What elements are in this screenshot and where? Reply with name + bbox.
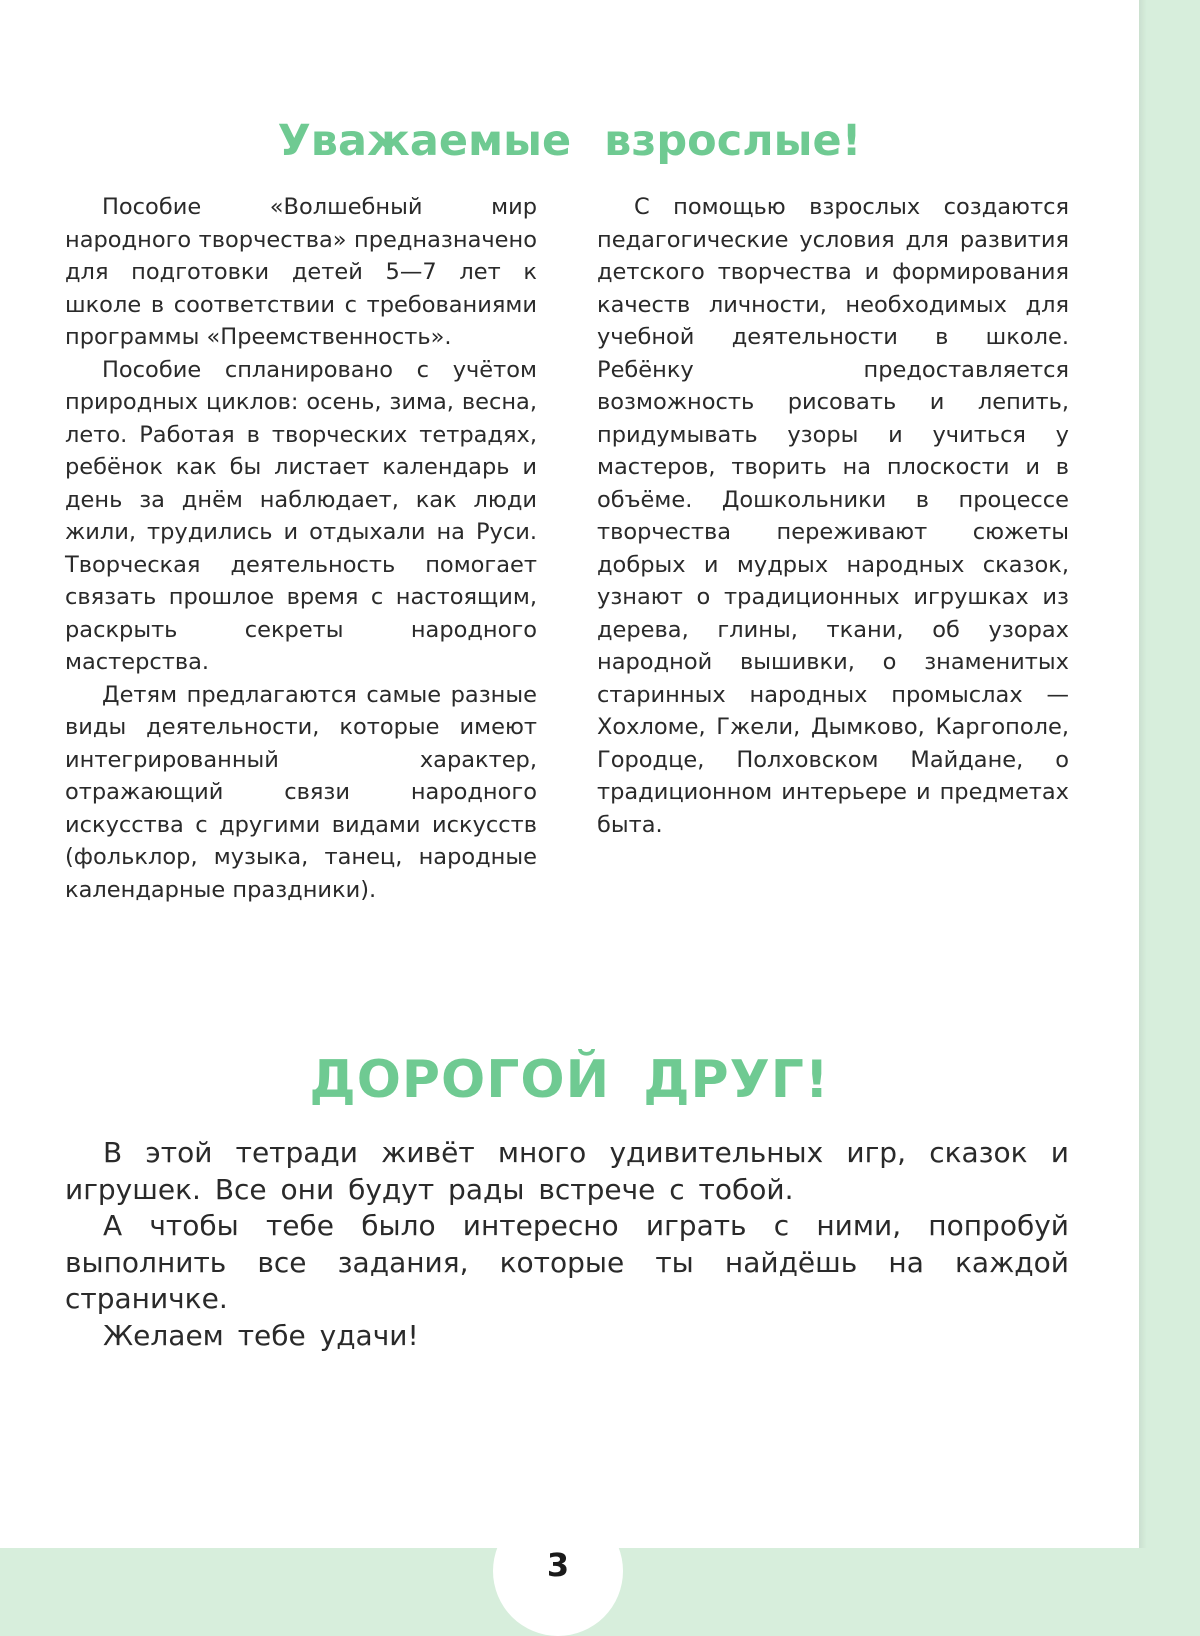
page-number: 3 <box>546 1546 570 1584</box>
friend-paragraph-1: В этой тетради живёт много удивительных игр, сказок и игрушек. Все они будут рады встрече с тобой. <box>65 1136 1069 1206</box>
adults-paragraph-1: Пособие «Волшебный мир народного творчества» предназначено для подготовки детей 5—7 лет к школе в соответствии с требованиями программы «Преемственность». <box>65 194 537 350</box>
adults-right-column <box>597 191 1069 841</box>
heading-dear-adults: Уважаемые взрослые! <box>277 116 862 166</box>
adults-paragraph-2: Пособие спланировано с учётом природных циклов: осень, зима, весна, лето. Работая в творческих тетрадях, ребёнок как бы листает календарь и день за днём наблюдает, как люди жили, трудились и отдыхали на Руси. Творческая деятельность помогает связать прошлое время с настоящим, раскрыть секреты народного мастерства. <box>65 356 537 675</box>
adults-paragraph-4: С помощью взрослых создаются педагогические условия для развития детского творчества и формирования качеств личности, необходимых для учебной деятельности в школе. Ребёнку предоставляется возможность рисовать и лепить, придумывать узоры и учиться у мастеров, творить на плоскости и в объёме. Дошкольники в процессе творчества переживают сюжеты добрых и мудрых народных сказок, узнают о традиционных игрушках из дерева, глины, ткани, об узорах народной вышивки, о знаменитых старинных народных промыслах — Хохломе, Гжели, Дымково, Каргополе, Городце, Полховском Майдане, о традиционном интерьере и предметах быта. <box>597 194 1069 838</box>
friend-paragraph-3: Желаем тебе удачи! <box>103 1318 419 1352</box>
page-edge-shadow <box>1139 0 1147 1548</box>
adults-left-column <box>65 191 537 906</box>
adults-paragraph-3: Детям предлагаются самые разные виды деятельности, которые имеют интегрированный характер, отражающий связи народного искусства с другими видами искусств (фольклор, музыка, танец, народные календарные праздники). <box>65 681 537 903</box>
friend-text-block <box>65 1135 1069 1354</box>
heading-dear-friend: ДОРОГОЙ ДРУГ! <box>309 1050 830 1110</box>
friend-paragraph-2: А чтобы тебе было интересно играть с ними, попробуй выполнить все задания, которые ты найдёшь на каждой страничке. <box>65 1209 1069 1315</box>
